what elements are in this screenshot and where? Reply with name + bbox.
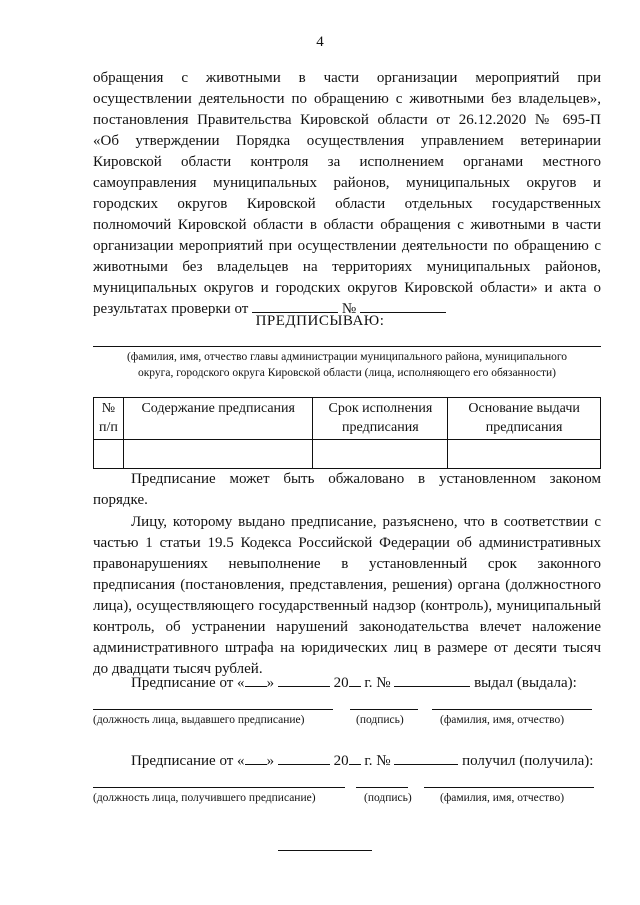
intro-line-2: осуществлении деятельности по обращению с животными без владельцев», (93, 91, 601, 107)
received-year-field[interactable] (349, 751, 361, 765)
cell-number[interactable] (94, 440, 124, 469)
col-basis-header (448, 398, 601, 440)
received-day-field[interactable] (245, 751, 267, 765)
inspection-number-field[interactable] (360, 299, 446, 313)
appeal-line-1: Предписание может быть обжаловано в установленном законом (131, 471, 601, 487)
issued-day-field[interactable] (245, 673, 267, 687)
intro-line-8: полномочий Кировской области в области обращения с животными в части (93, 217, 601, 233)
inspection-number-label: № (341, 301, 357, 317)
received-month-field[interactable] (278, 751, 330, 765)
received-signature-caption: (подпись) (364, 792, 412, 804)
prescription-table (93, 397, 601, 469)
intro-line-7: городских округов Кировской области отдельных государственных (93, 196, 601, 212)
received-close-quote: » (266, 753, 275, 769)
issued-year: 20 (333, 675, 349, 691)
issued-position-caption: (должность лица, выдавшего предписание) (93, 714, 305, 726)
inspection-date-label: результатах проверки от (93, 301, 249, 317)
received-prefix: Предписание от « (131, 753, 245, 769)
col-number-header-line-1: № (101, 401, 116, 416)
received-number-field[interactable] (394, 751, 458, 765)
explain-line-4: предписания (постановления, представления, решения) органа (должностного (93, 577, 601, 593)
issued-prefix: Предписание от « (131, 675, 245, 691)
head-caption-line-1: (фамилия, имя, отчество главы администрации муниципального района, муниципального (126, 351, 568, 363)
cell-content[interactable] (123, 440, 313, 469)
table-header-row (94, 398, 601, 440)
intro-line-3: постановления Правительства Кировской области от 26.12.2020 № 695-П (93, 112, 601, 128)
received-line (131, 751, 601, 772)
intro-line-11: муниципальных округов и городских округов Кировской области» и акта о (93, 280, 601, 296)
issued-signature-field[interactable] (350, 709, 418, 710)
explain-line-8: до двадцати тысяч рублей. (93, 661, 263, 677)
col-deadline-header (313, 398, 448, 440)
issued-name-field[interactable] (432, 709, 592, 710)
col-basis-header-line-2: предписания (485, 420, 563, 435)
appeal-line-2: порядке. (93, 492, 148, 508)
cell-basis[interactable] (448, 440, 601, 469)
explain-line-2: частью 1 статьи 19.5 Кодекса Российской Федерации об административных (93, 535, 601, 551)
issued-year-suffix: г. № (364, 675, 391, 691)
explain-line-1: Лицу, которому выдано предписание, разъяснено, что в соответствии с (131, 514, 601, 530)
received-name-caption: (фамилия, имя, отчество) (440, 792, 565, 804)
page-number: 4 (316, 34, 324, 50)
received-year: 20 (333, 753, 349, 769)
order-heading: ПРЕДПИСЫВАЮ: (255, 313, 385, 329)
explain-line-6: контроль, об устранении нарушений законодательства влечет наложение (93, 619, 601, 635)
col-basis-header-line-1: Основание выдачи (468, 401, 580, 416)
issued-signature-caption: (подпись) (356, 714, 404, 726)
col-content-header (123, 398, 313, 440)
received-signature-field[interactable] (356, 787, 408, 788)
col-deadline-header-line-1: Срок исполнения (328, 401, 433, 416)
received-year-suffix: г. № (364, 753, 391, 769)
issued-position-field[interactable] (93, 709, 333, 710)
intro-line-5: Кировской области контроля за исполнением органами местного (93, 154, 601, 170)
issued-close-quote: » (266, 675, 275, 691)
col-content-header-text: Содержание предписания (141, 401, 295, 416)
intro-line-10: животными без владельцев на территориях муниципальных районов, (93, 259, 601, 275)
issued-number-field[interactable] (394, 673, 470, 687)
received-position-field[interactable] (93, 787, 345, 788)
received-position-caption: (должность лица, получившего предписание) (93, 792, 316, 804)
issued-month-field[interactable] (278, 673, 330, 687)
explain-line-7: административного штрафа на юридических лиц в размере от десяти тысяч (93, 640, 601, 656)
explain-line-5: лица), осуществляющего государственный надзор (контроль), муниципальный (93, 598, 601, 614)
issued-year-field[interactable] (349, 673, 361, 687)
footer-divider (278, 850, 372, 851)
intro-line-4: «Об утверждении Порядка осуществления управлением ветеринарии (93, 133, 601, 149)
received-name-field[interactable] (424, 787, 594, 788)
inspection-date-field[interactable] (252, 299, 338, 313)
col-number-header (94, 398, 124, 440)
col-deadline-header-line-2: предписания (342, 420, 419, 435)
explain-line-3: правонарушениях невыполнение в установленный срок законного (93, 556, 601, 572)
intro-line-6: самоуправления муниципальных районов, муниципальных округов и (93, 175, 601, 191)
issued-name-caption: (фамилия, имя, отчество) (440, 714, 565, 726)
head-caption-line-2: округа, городского округа Кировской области (лица, исполняющего его обязанности) (137, 367, 557, 379)
issued-line (131, 673, 601, 694)
table-row (94, 440, 601, 469)
intro-line-9: организации мероприятий при осуществлении деятельности по обращению с (93, 238, 601, 254)
received-tail: получил (получила): (462, 753, 594, 769)
issued-tail: выдал (выдала): (474, 675, 577, 691)
head-name-field[interactable] (93, 346, 601, 347)
col-number-header-line-2: п/п (99, 420, 118, 435)
cell-deadline[interactable] (313, 440, 448, 469)
intro-line-1: обращения с животными в части организации мероприятий при (93, 70, 601, 86)
